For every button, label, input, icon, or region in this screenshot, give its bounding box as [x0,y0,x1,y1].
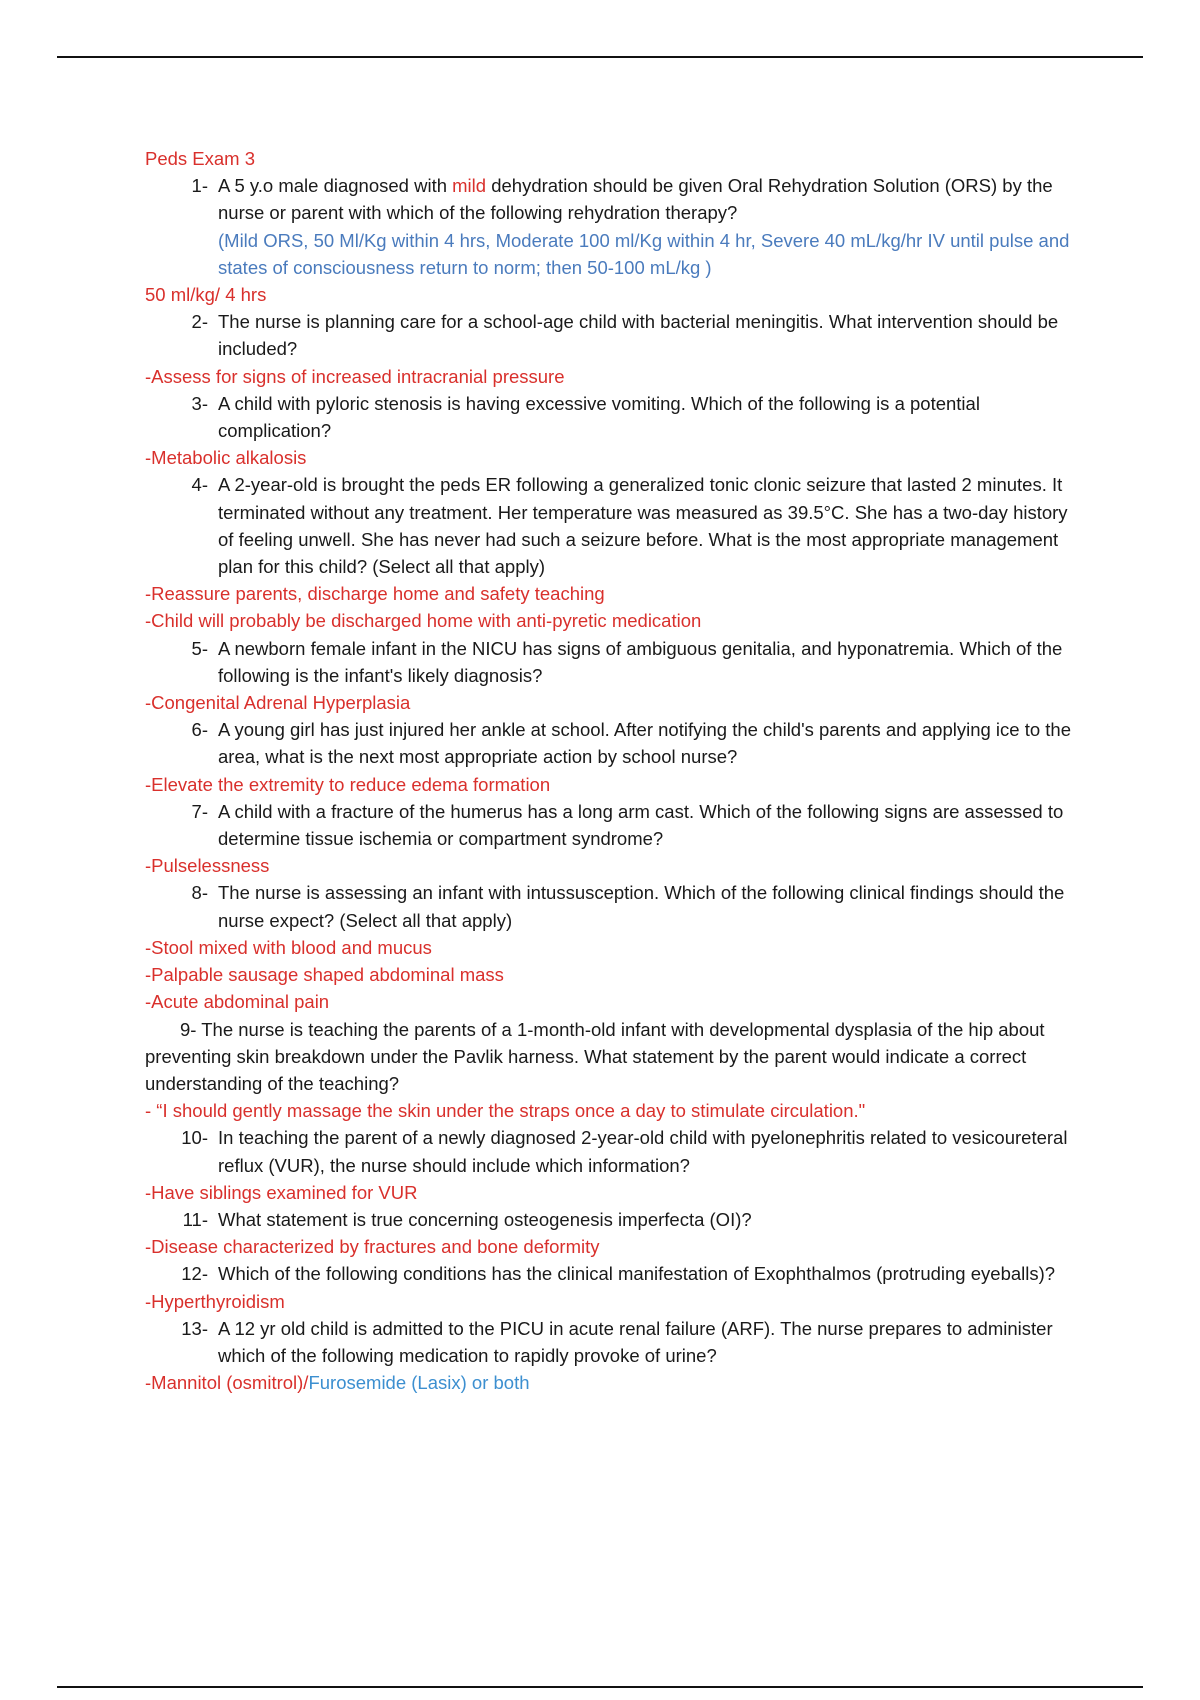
answer: -Disease characterized by fractures and bone deformity [145,1236,600,1258]
question-11 [145,1206,1080,1233]
question-10 [145,1124,1080,1178]
bottom-rule [57,1686,1143,1688]
question-number: 8- [191,882,208,904]
answer: -Stool mixed with blood and mucus [145,936,432,958]
question-3 [145,390,1080,444]
answer: - “I should gently massage the skin under the straps once a day to stimulate circulation." [145,1100,866,1122]
answer-blue: Furosemide (Lasix) or both [308,1372,530,1394]
top-rule [57,56,1143,58]
question-highlight: mild [452,175,487,197]
answer: -Metabolic alkalosis [145,447,307,469]
question-7 [145,798,1080,852]
question-text: Which of the following conditions has the clinical manifestation of Exophthalmos (protruding eyeballs)? [218,1263,1056,1285]
question-number: 13- [181,1317,208,1339]
question-number: 7- [191,800,208,822]
answer: -Hyperthyroidism [145,1290,285,1312]
question-13 [145,1315,1080,1369]
answer: 50 ml/kg/ 4 hrs [145,284,267,306]
question-number: 3- [191,392,208,414]
question-12 [145,1260,1080,1287]
question-text-part: dehydration should be given Oral Rehydration Solution (ORS) by the nurse or parent with which of the following rehydration therapy? [218,175,1053,224]
answer-red: -Mannitol (osmitrol)/ [145,1372,309,1394]
answer: -Child will probably be discharged home with anti-pyretic medication [145,610,702,632]
answer: -Elevate the extremity to reduce edema formation [145,773,551,795]
answer [145,1369,1080,1396]
question-text: In teaching the parent of a newly diagnosed 2-year-old child with pyelonephritis related to vesicoureteral reflux (VUR), the nurse should include which information? [218,1127,1068,1176]
question-number: 12- [181,1263,208,1285]
page-title: Peds Exam 3 [145,148,256,169]
answer: -Congenital Adrenal Hyperplasia [145,692,411,714]
question-number: 11- [182,1208,208,1230]
document-body [145,145,1080,1396]
question-number: 10- [181,1127,208,1149]
question-text: A child with a fracture of the humerus has a long arm cast. Which of the following signs are assessed to determine tissue ischemia or compartment syndrome? [218,800,1064,850]
answer: -Assess for signs of increased intracranial pressure [145,365,565,387]
question-text: What statement is true concerning osteogenesis imperfecta (OI)? [218,1208,752,1230]
question-text: The nurse is assessing an infant with intussusception. Which of the following clinical findings should the nurse expect? (Select all that apply) [218,882,1065,931]
answer: -Pulselessness [145,855,270,877]
question-text-part: A 5 y.o male diagnosed with [218,175,453,197]
question-text: The nurse is planning care for a school-age child with bacterial meningitis. What intervention should be included? [218,311,1059,360]
question-number: 1- [191,175,208,197]
question-text [218,172,1080,281]
question-text: A child with pyloric stenosis is having excessive vomiting. Which of the following is a potential complication? [218,392,980,442]
question-4 [145,471,1080,580]
question-number: 6- [191,719,208,741]
answer: -Palpable sausage shaped abdominal mass [145,964,504,986]
question-2 [145,308,1080,362]
question-number: 4- [191,474,208,496]
answer: -Reassure parents, discharge home and safety teaching [145,583,605,605]
question-text: A newborn female infant in the NICU has signs of ambiguous genitalia, and hyponatremia. Which of the following is the infant's likely diagnosis? [218,637,1063,686]
question-6 [145,716,1080,770]
answer: -Acute abdominal pain [145,991,330,1013]
question-number: 5- [191,637,208,659]
question-number: 2- [191,311,208,333]
question-text: A young girl has just injured her ankle at school. After notifying the child's parents and applying ice to the area, what is the next most appropriate action by school nurse? [218,719,1071,768]
question-note: (Mild ORS, 50 Ml/Kg within 4 hrs, Moderate 100 ml/Kg within 4 hr, Severe 40 mL/kg/hr IV until pulse and states of consciousness return to norm; then 50-100 mL/kg ) [218,229,1070,278]
question-9: 9- The nurse is teaching the parents of a 1-month-old infant with developmental dysplasia of the hip about preventing skin breakdown under the Pavlik harness. What statement by the parent would indicate a correct understanding of the teaching? [145,1018,1045,1094]
question-8 [145,879,1080,933]
question-5 [145,635,1080,689]
question-1 [145,172,1080,281]
question-text: A 2-year-old is brought the peds ER following a generalized tonic clonic seizure that lasted 2 minutes. It terminated without any treatment. Her temperature was measured as 39.5°C. She has a two-day history of feeling unwell. She has never had such a seizure before. What is the most appropriate management plan for this child? (Select all that apply) [218,474,1068,578]
answer: -Have siblings examined for VUR [145,1181,418,1203]
question-text: A 12 yr old child is admitted to the PICU in acute renal failure (ARF). The nurse prepares to administer which of the following medication to rapidly provoke of urine? [218,1317,1053,1366]
